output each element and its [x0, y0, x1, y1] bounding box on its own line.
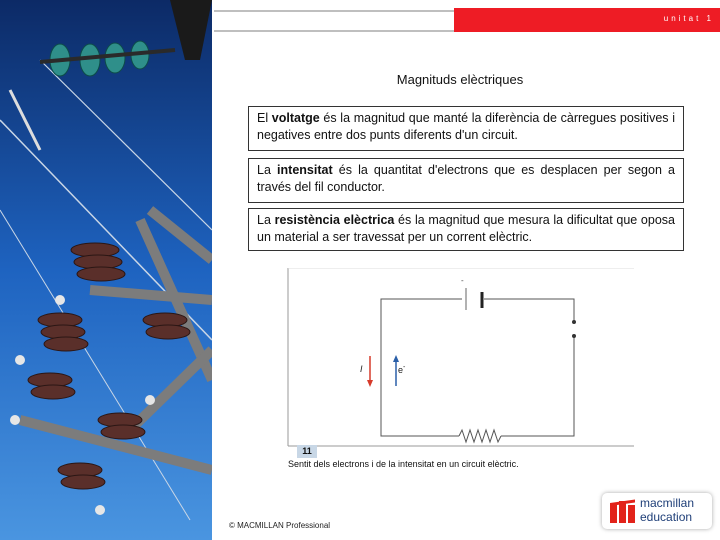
macmillan-education-logo	[602, 493, 712, 529]
electron-label-superscript: -	[403, 364, 406, 371]
definition-term: resistència elèctrica	[274, 213, 395, 227]
unit-label: unitat 1	[663, 14, 714, 23]
circuit-diagram	[284, 268, 634, 473]
electron-arrow-head	[393, 355, 399, 362]
definition-text: és la quantitat d'electrons que es desplacen per segon a través del fil conductor.	[257, 163, 675, 194]
battery-minus-label: -	[461, 276, 464, 285]
definition-current	[248, 158, 684, 203]
definition-voltage	[248, 106, 684, 151]
definition-term: voltatge	[271, 111, 320, 125]
figure-caption: Sentit dels electrons i de la intensitat en un circuit elèctric.	[288, 459, 519, 469]
header-grey-bar	[214, 10, 454, 32]
definition-prefix: El	[257, 111, 272, 125]
switch-contact	[572, 320, 576, 324]
definition-prefix: La	[257, 163, 278, 177]
current-arrow-head	[367, 380, 373, 387]
logo-text-macmillan: macmillan	[640, 496, 695, 510]
definition-text: és la magnitud que manté la diferència de càrregues positives i negatives entre dos punts diferents d'un circuit.	[257, 111, 675, 142]
figure-number: 11	[297, 445, 317, 458]
header-red-bar	[454, 8, 720, 32]
resistor	[459, 430, 501, 442]
definition-term: intensitat	[277, 163, 333, 177]
definition-text: és la magnitud que mesura la dificultat que oposa un material a ser travessat per un corrent elèctric.	[257, 213, 675, 244]
electron-label-text: e	[398, 365, 404, 375]
definition-resistance	[248, 208, 684, 251]
switch-contact	[572, 334, 576, 338]
logo-text-education: education	[640, 510, 693, 524]
definition-prefix: La	[257, 213, 275, 227]
copyright-text: © MACMILLAN Professional	[229, 521, 331, 530]
macmillan-logo-mark	[610, 499, 636, 523]
electron-label	[398, 364, 405, 375]
current-label: I	[360, 364, 363, 374]
power-line-photo	[0, 0, 212, 540]
slide-title: Magnituds elèctriques	[396, 72, 524, 87]
